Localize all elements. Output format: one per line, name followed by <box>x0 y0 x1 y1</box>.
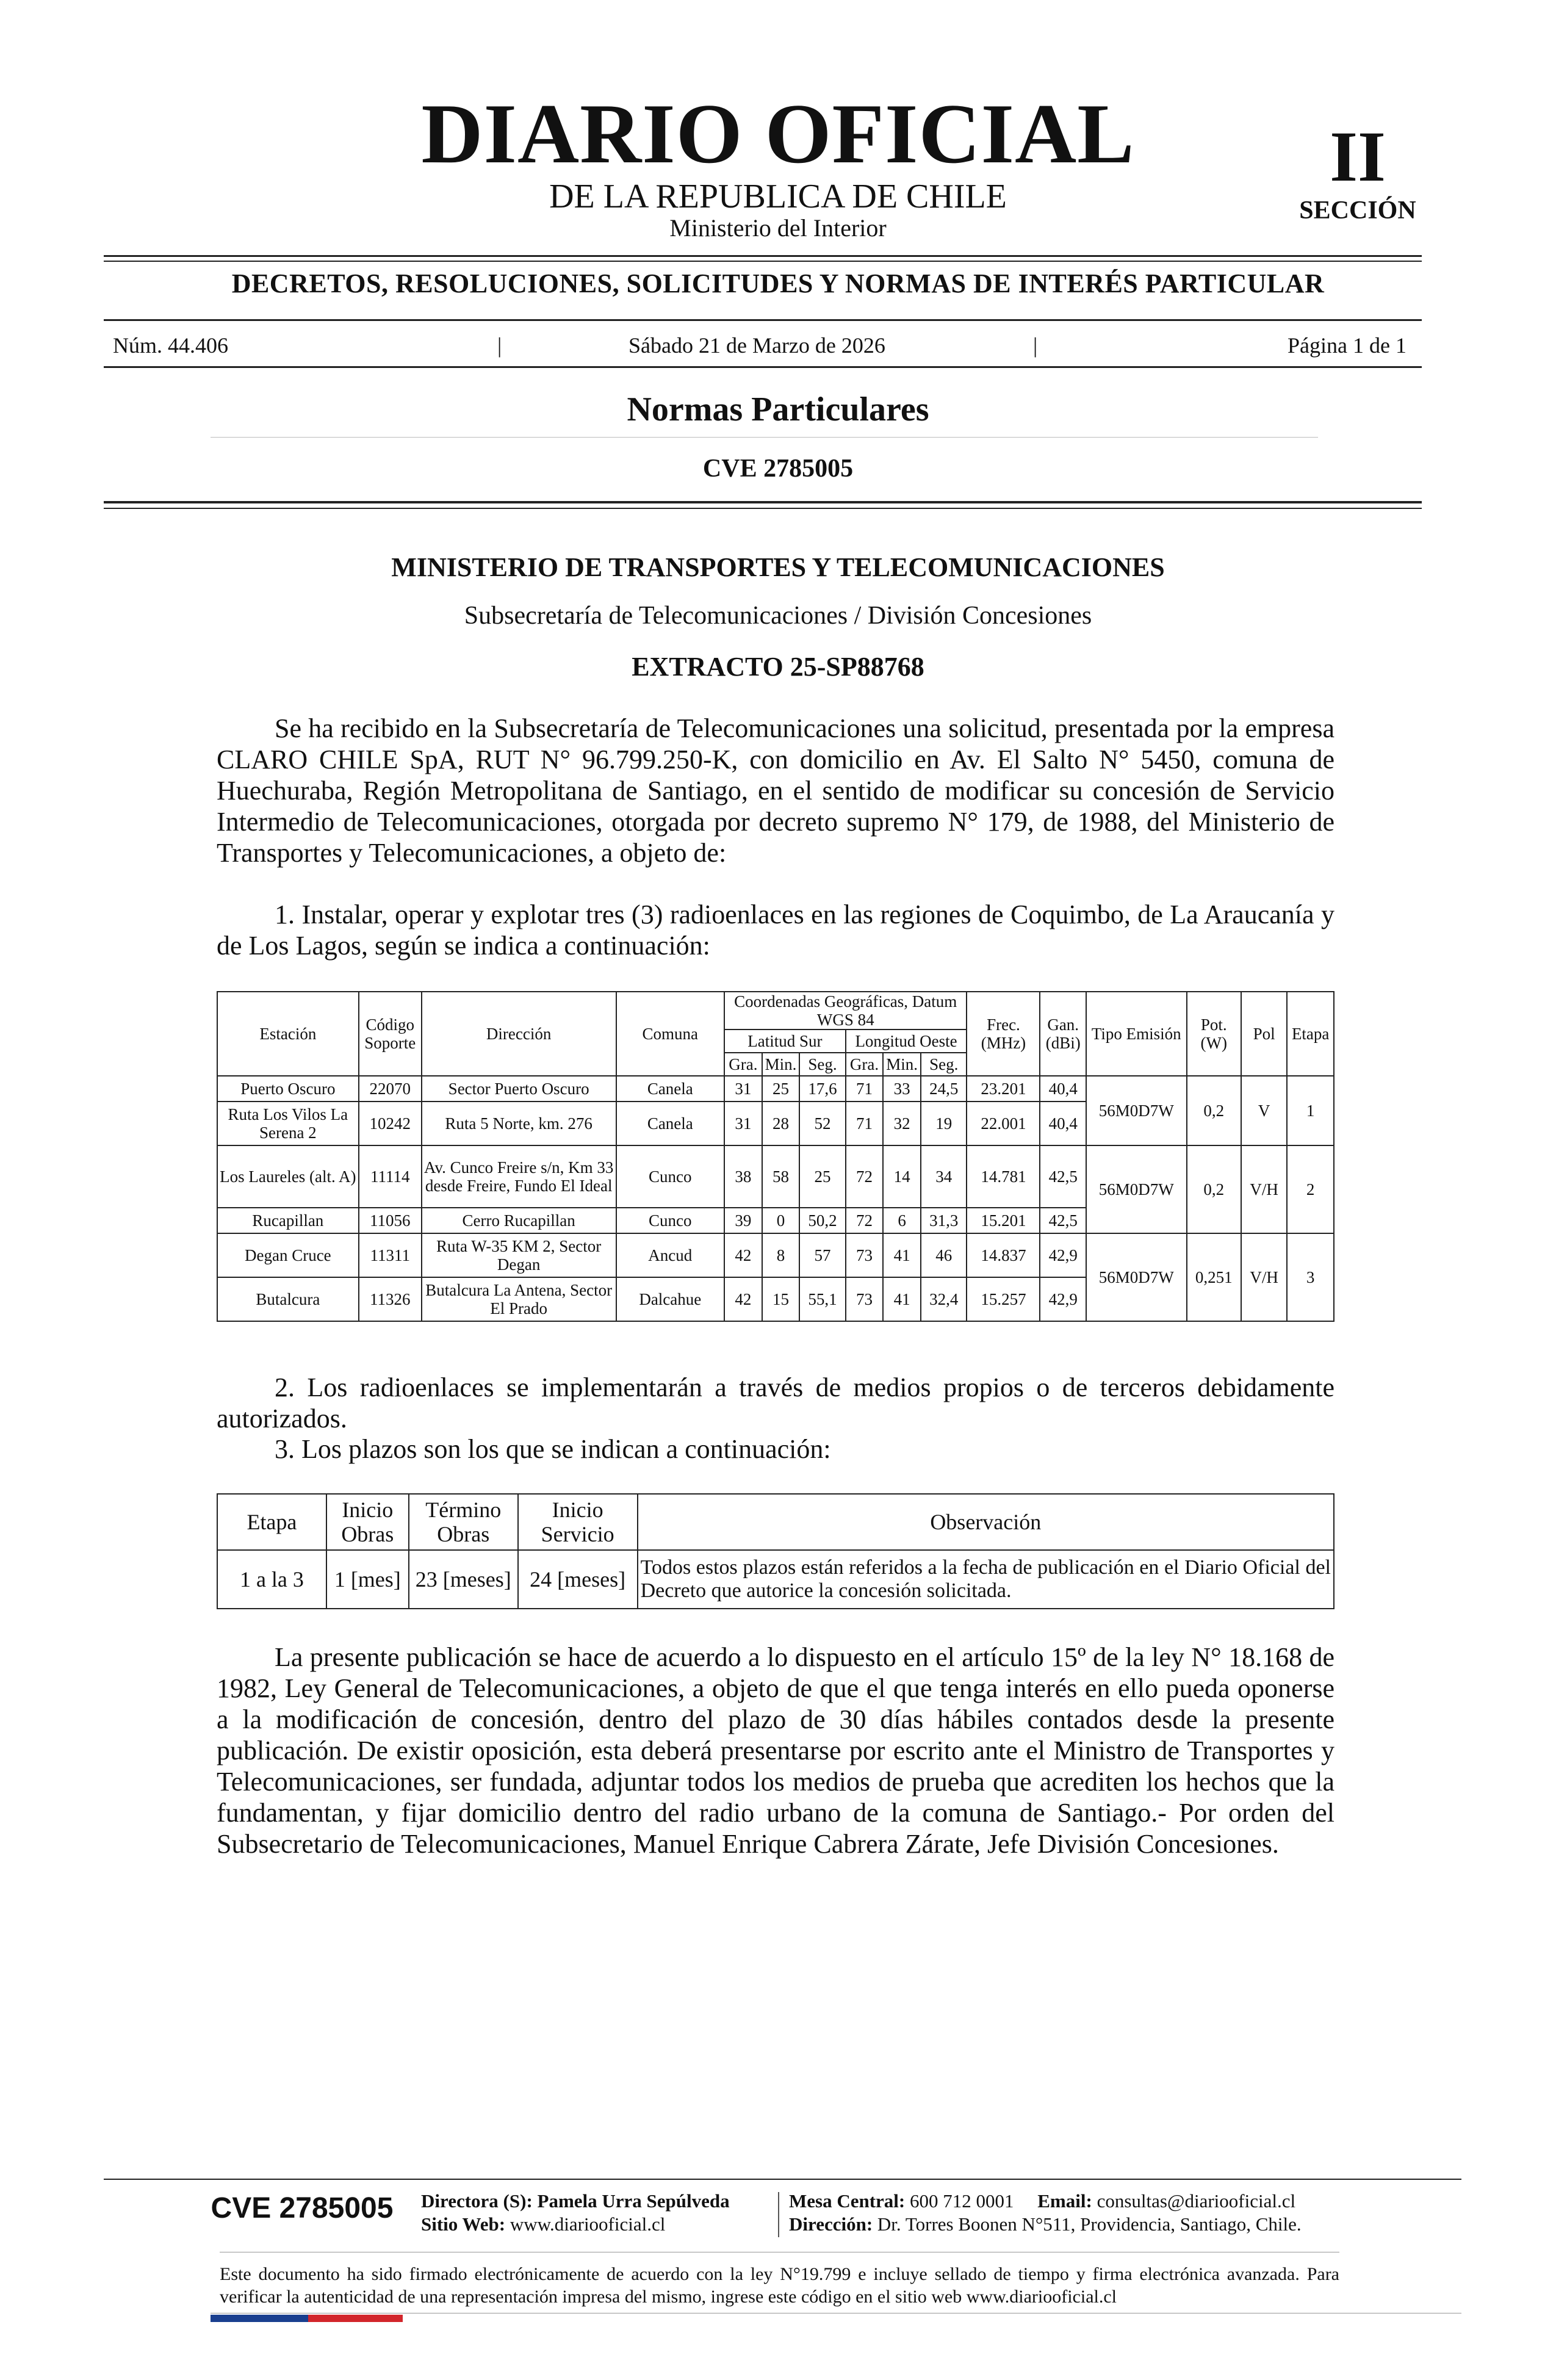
header-pol: Pol <box>1241 992 1287 1076</box>
cell-comuna: Cunco <box>616 1145 724 1208</box>
cell-direccion: Ruta 5 Norte, km. 276 <box>422 1102 616 1145</box>
cell-pol: V <box>1241 1076 1287 1145</box>
cell-lon-gra: 71 <box>846 1102 884 1145</box>
cell-frec: 14.837 <box>967 1233 1040 1277</box>
table-row <box>217 1145 1334 1208</box>
cell-estacion: Puerto Oscuro <box>217 1076 359 1102</box>
cell-lat-seg: 25 <box>799 1145 845 1208</box>
paragraph-intro: Se ha recibido en la Subsecretaría de Telecomunicaciones una solicitud, presentada por la empresa CLARO CHILE SpA, RUT N° 96.799.250-K, con domicilio en Av. El Salto N° 5450, comuna de Huechuraba, Región Metropolitana de Santiago, en el sentido de modificar su concesión de Servicio Intermedio de Telecomunicaciones, otorgada por decreto supremo N° 179, de 1988, del Ministerio de Transportes y Telecomunicaciones, a objeto de: <box>217 713 1334 868</box>
footer-rule-top <box>104 2179 1461 2180</box>
cell-estacion: Degan Cruce <box>217 1233 359 1277</box>
header-direccion: Dirección <box>422 992 616 1076</box>
cell-termino-obras: 23 [meses] <box>409 1550 518 1609</box>
header-latitud: Latitud Sur <box>724 1030 846 1053</box>
meta-separator-1: | <box>497 333 502 358</box>
cell-codigo: 11056 <box>359 1208 422 1233</box>
cell-inicio-servicio: 24 [meses] <box>518 1550 638 1609</box>
cell-etapa: 3 <box>1287 1233 1334 1321</box>
radiolinks-table <box>217 991 1334 1322</box>
footer-address-label: Dirección: <box>789 2213 873 2235</box>
cell-lat-min: 15 <box>762 1277 800 1321</box>
footer-left-block <box>421 2190 730 2236</box>
header-longitud: Longitud Oeste <box>846 1030 967 1053</box>
cell-lat-seg: 57 <box>799 1233 845 1277</box>
footer-web-link[interactable]: www.diariooficial.cl <box>510 2213 666 2235</box>
cve-rule-bottom <box>104 508 1422 509</box>
cell-frec: 23.201 <box>967 1076 1040 1102</box>
cell-estacion: Rucapillan <box>217 1208 359 1233</box>
meta-separator-2: | <box>1033 333 1038 358</box>
extract-title: EXTRACTO 25-SP88768 <box>632 652 924 682</box>
cve-rule-top <box>104 501 1422 503</box>
cell-lat-min: 28 <box>762 1102 800 1145</box>
header-tipo: Tipo Emisión <box>1086 992 1187 1076</box>
section-label: SECCIÓN <box>1299 197 1416 225</box>
cell-lon-seg: 46 <box>921 1233 967 1277</box>
issue-number: Núm. 44.406 <box>113 333 228 358</box>
cell-direccion: Sector Puerto Oscuro <box>422 1076 616 1102</box>
footer-right-block <box>789 2190 1302 2236</box>
cell-lon-min: 41 <box>883 1277 921 1321</box>
footer-email-label: Email: <box>1037 2190 1092 2212</box>
cell-comuna: Ancud <box>616 1233 724 1277</box>
cell-gan: 40,4 <box>1040 1102 1086 1145</box>
cell-etapa: 1 a la 3 <box>217 1550 326 1609</box>
cell-lon-seg: 31,3 <box>921 1208 967 1233</box>
cell-codigo: 10242 <box>359 1102 422 1145</box>
division-heading: Subsecretaría de Telecomunicaciones / División Concesiones <box>464 602 1092 630</box>
cell-frec: 15.257 <box>967 1277 1040 1321</box>
header-lon-min: Min. <box>883 1053 921 1076</box>
cell-frec: 15.201 <box>967 1208 1040 1233</box>
cell-lat-gra: 39 <box>724 1208 762 1233</box>
cell-lat-seg: 55,1 <box>799 1277 845 1321</box>
header-etapa: Etapa <box>1287 992 1334 1076</box>
masthead-ministry: Ministerio del Interior <box>669 214 887 242</box>
cell-comuna: Canela <box>616 1102 724 1145</box>
cell-lon-min: 33 <box>883 1076 921 1102</box>
header-inicio-obras: Inicio Obras <box>326 1494 409 1550</box>
meta-rule-bottom <box>104 366 1422 368</box>
cell-gan: 42,5 <box>1040 1145 1086 1208</box>
header-inicio-servicio: Inicio Servicio <box>518 1494 638 1550</box>
header-pot: Pot. (W) <box>1187 992 1241 1076</box>
footer-email-link[interactable]: consultas@diariooficial.cl <box>1097 2190 1296 2212</box>
cell-lon-seg: 32,4 <box>921 1277 967 1321</box>
cell-comuna: Canela <box>616 1076 724 1102</box>
header-termino-obras: Término Obras <box>409 1494 518 1550</box>
cell-tipo: 56M0D7W <box>1086 1145 1187 1233</box>
header-lon-gra: Gra. <box>846 1053 884 1076</box>
cell-lat-seg: 50,2 <box>799 1208 845 1233</box>
cell-codigo: 11114 <box>359 1145 422 1208</box>
cell-lon-min: 32 <box>883 1102 921 1145</box>
paragraph-item-1: 1. Instalar, operar y explotar tres (3) radioenlaces en las regiones de Coquimbo, de La Araucanía y de Los Lagos, según se indica a continuación: <box>217 900 1334 961</box>
header-lat-min: Min. <box>762 1053 800 1076</box>
paragraph-item-3: 3. Los plazos son los que se indican a continuación: <box>275 1434 831 1464</box>
cell-gan: 40,4 <box>1040 1076 1086 1102</box>
cell-tipo: 56M0D7W <box>1086 1233 1187 1321</box>
footer-address-value: Dr. Torres Boonen N°511, Providencia, Santiago, Chile. <box>877 2213 1302 2235</box>
footer-cve: CVE 2785005 <box>211 2192 394 2224</box>
footer-divider <box>778 2192 779 2237</box>
cell-lat-gra: 42 <box>724 1233 762 1277</box>
flag-stripe-blue <box>211 2315 308 2322</box>
issue-date: Sábado 21 de Marzo de 2026 <box>629 333 885 358</box>
cell-gan: 42,9 <box>1040 1233 1086 1277</box>
header-lat-gra: Gra. <box>724 1053 762 1076</box>
cell-tipo: 56M0D7W <box>1086 1076 1187 1145</box>
cell-lat-seg: 17,6 <box>799 1076 845 1102</box>
cell-lat-gra: 38 <box>724 1145 762 1208</box>
cell-lon-seg: 19 <box>921 1102 967 1145</box>
table-row <box>217 1076 1334 1102</box>
header-codigo: Código Soporte <box>359 992 422 1076</box>
cell-inicio-obras: 1 [mes] <box>326 1550 409 1609</box>
header-gan: Gan. (dBi) <box>1040 992 1086 1076</box>
cell-lon-gra: 72 <box>846 1145 884 1208</box>
cell-lon-gra: 72 <box>846 1208 884 1233</box>
footer-central-label: Mesa Central: <box>789 2190 906 2212</box>
cell-comuna: Dalcahue <box>616 1277 724 1321</box>
header-coordenadas: Coordenadas Geográficas, Datum WGS 84 <box>724 992 967 1030</box>
paragraph-closing: La presente publicación se hace de acuerdo a lo dispuesto en el artículo 15º de la ley N° 18.168 de 1982, Ley General de Telecomunicaciones, a objeto de que el que tenga interés en ello pueda oponerse a la modificación de concesión, dentro del plazo de 30 días hábiles contados desde la presente publicación. De existir oposición, esta deberá presentarse por escrito ante el Ministro de Transportes y Telecomunicaciones, ser fundada, adjuntar todos los medios de prueba que acrediten los hechos que la fundamentan, y fijar domicilio dentro del radio urbano de la comuna de Santiago.- Por orden del Subsecretario de Telecomunicaciones, Manuel Enrique Cabrera Zárate, Jefe División Concesiones. <box>217 1642 1334 1859</box>
page-indicator: Página 1 de 1 <box>1288 333 1407 358</box>
cell-lat-min: 0 <box>762 1208 800 1233</box>
cell-frec: 22.001 <box>967 1102 1040 1145</box>
cell-lat-gra: 42 <box>724 1277 762 1321</box>
flag-stripe-red <box>308 2315 403 2322</box>
meta-rule-top <box>104 319 1422 321</box>
section-heading-underline <box>211 437 1318 438</box>
cell-lon-min: 6 <box>883 1208 921 1233</box>
cell-lat-gra: 31 <box>724 1076 762 1102</box>
footer-signature-note: Este documento ha sido firmado electrónicamente de acuerdo con la ley N°19.799 e incluye sellado de tiempo y firma electrónica avanzada. Para verificar la autenticidad de una representación impresa del mismo, ingrese este código en el sitio web www.diariooficial.cl <box>220 2264 1339 2307</box>
cell-lat-min: 25 <box>762 1076 800 1102</box>
cell-pot: 0,251 <box>1187 1233 1241 1321</box>
cell-lon-gra: 73 <box>846 1277 884 1321</box>
cell-gan: 42,9 <box>1040 1277 1086 1321</box>
section-number: II <box>1330 117 1386 197</box>
cell-codigo: 11311 <box>359 1233 422 1277</box>
cell-lat-seg: 52 <box>799 1102 845 1145</box>
masthead-title: DIARIO OFICIAL <box>421 87 1135 181</box>
cell-direccion: Av. Cunco Freire s/n, Km 33 desde Freire, Fundo El Ideal <box>422 1145 616 1208</box>
cell-estacion: Los Laureles (alt. A) <box>217 1145 359 1208</box>
cell-lon-seg: 34 <box>921 1145 967 1208</box>
cell-lat-gra: 31 <box>724 1102 762 1145</box>
cell-direccion: Ruta W-35 KM 2, Sector Degan <box>422 1233 616 1277</box>
cell-lon-gra: 71 <box>846 1076 884 1102</box>
cell-pol: V/H <box>1241 1145 1287 1233</box>
footer-director: Directora (S): Pamela Urra Sepúlveda <box>421 2190 730 2212</box>
header-etapa: Etapa <box>217 1494 326 1550</box>
masthead-rule-bottom <box>104 261 1422 262</box>
header-lat-seg: Seg. <box>799 1053 845 1076</box>
paragraph-item-2: 2. Los radioenlaces se implementarán a través de medios propios o de terceros debidamente autorizados. <box>217 1372 1334 1433</box>
cell-pot: 0,2 <box>1187 1145 1241 1233</box>
cell-lon-seg: 24,5 <box>921 1076 967 1102</box>
cell-frec: 14.781 <box>967 1145 1040 1208</box>
header-estacion: Estación <box>217 992 359 1076</box>
cell-lon-min: 14 <box>883 1145 921 1208</box>
ministry-heading: MINISTERIO DE TRANSPORTES Y TELECOMUNICACIONES <box>391 552 1165 582</box>
cve-code: CVE 2785005 <box>702 455 854 483</box>
cell-gan: 42,5 <box>1040 1208 1086 1233</box>
cell-lat-min: 58 <box>762 1145 800 1208</box>
cell-codigo: 22070 <box>359 1076 422 1102</box>
header-comuna: Comuna <box>616 992 724 1076</box>
table-row <box>217 1550 1334 1609</box>
footer-central-value: 600 712 0001 <box>910 2190 1014 2212</box>
cell-direccion: Butalcura La Antena, Sector El Prado <box>422 1277 616 1321</box>
cell-estacion: Butalcura <box>217 1277 359 1321</box>
cell-etapa: 1 <box>1287 1076 1334 1145</box>
cell-comuna: Cunco <box>616 1208 724 1233</box>
cell-pot: 0,2 <box>1187 1076 1241 1145</box>
cell-lon-gra: 73 <box>846 1233 884 1277</box>
header-observacion: Observación <box>638 1494 1334 1550</box>
header-lon-seg: Seg. <box>921 1053 967 1076</box>
cell-codigo: 11326 <box>359 1277 422 1321</box>
banner-title: DECRETOS, RESOLUCIONES, SOLICITUDES Y NORMAS DE INTERÉS PARTICULAR <box>231 269 1325 298</box>
masthead-rule-top <box>104 255 1422 257</box>
cell-lon-min: 41 <box>883 1233 921 1277</box>
footer-web-label: Sitio Web: <box>421 2213 506 2235</box>
cell-observacion: Todos estos plazos están referidos a la fecha de publicación en el Diario Oficial del Decreto que autorice la concesión solicitada. <box>638 1550 1334 1609</box>
cell-estacion: Ruta Los Vilos La Serena 2 <box>217 1102 359 1145</box>
cell-lat-min: 8 <box>762 1233 800 1277</box>
cell-direccion: Cerro Rucapillan <box>422 1208 616 1233</box>
masthead-subtitle: DE LA REPUBLICA DE CHILE <box>549 178 1007 215</box>
section-heading: Normas Particulares <box>627 391 929 428</box>
header-frec: Frec. (MHz) <box>967 992 1040 1076</box>
deadlines-table <box>217 1493 1334 1609</box>
table-row <box>217 1233 1334 1277</box>
cell-pol: V/H <box>1241 1233 1287 1321</box>
cell-etapa: 2 <box>1287 1145 1334 1233</box>
